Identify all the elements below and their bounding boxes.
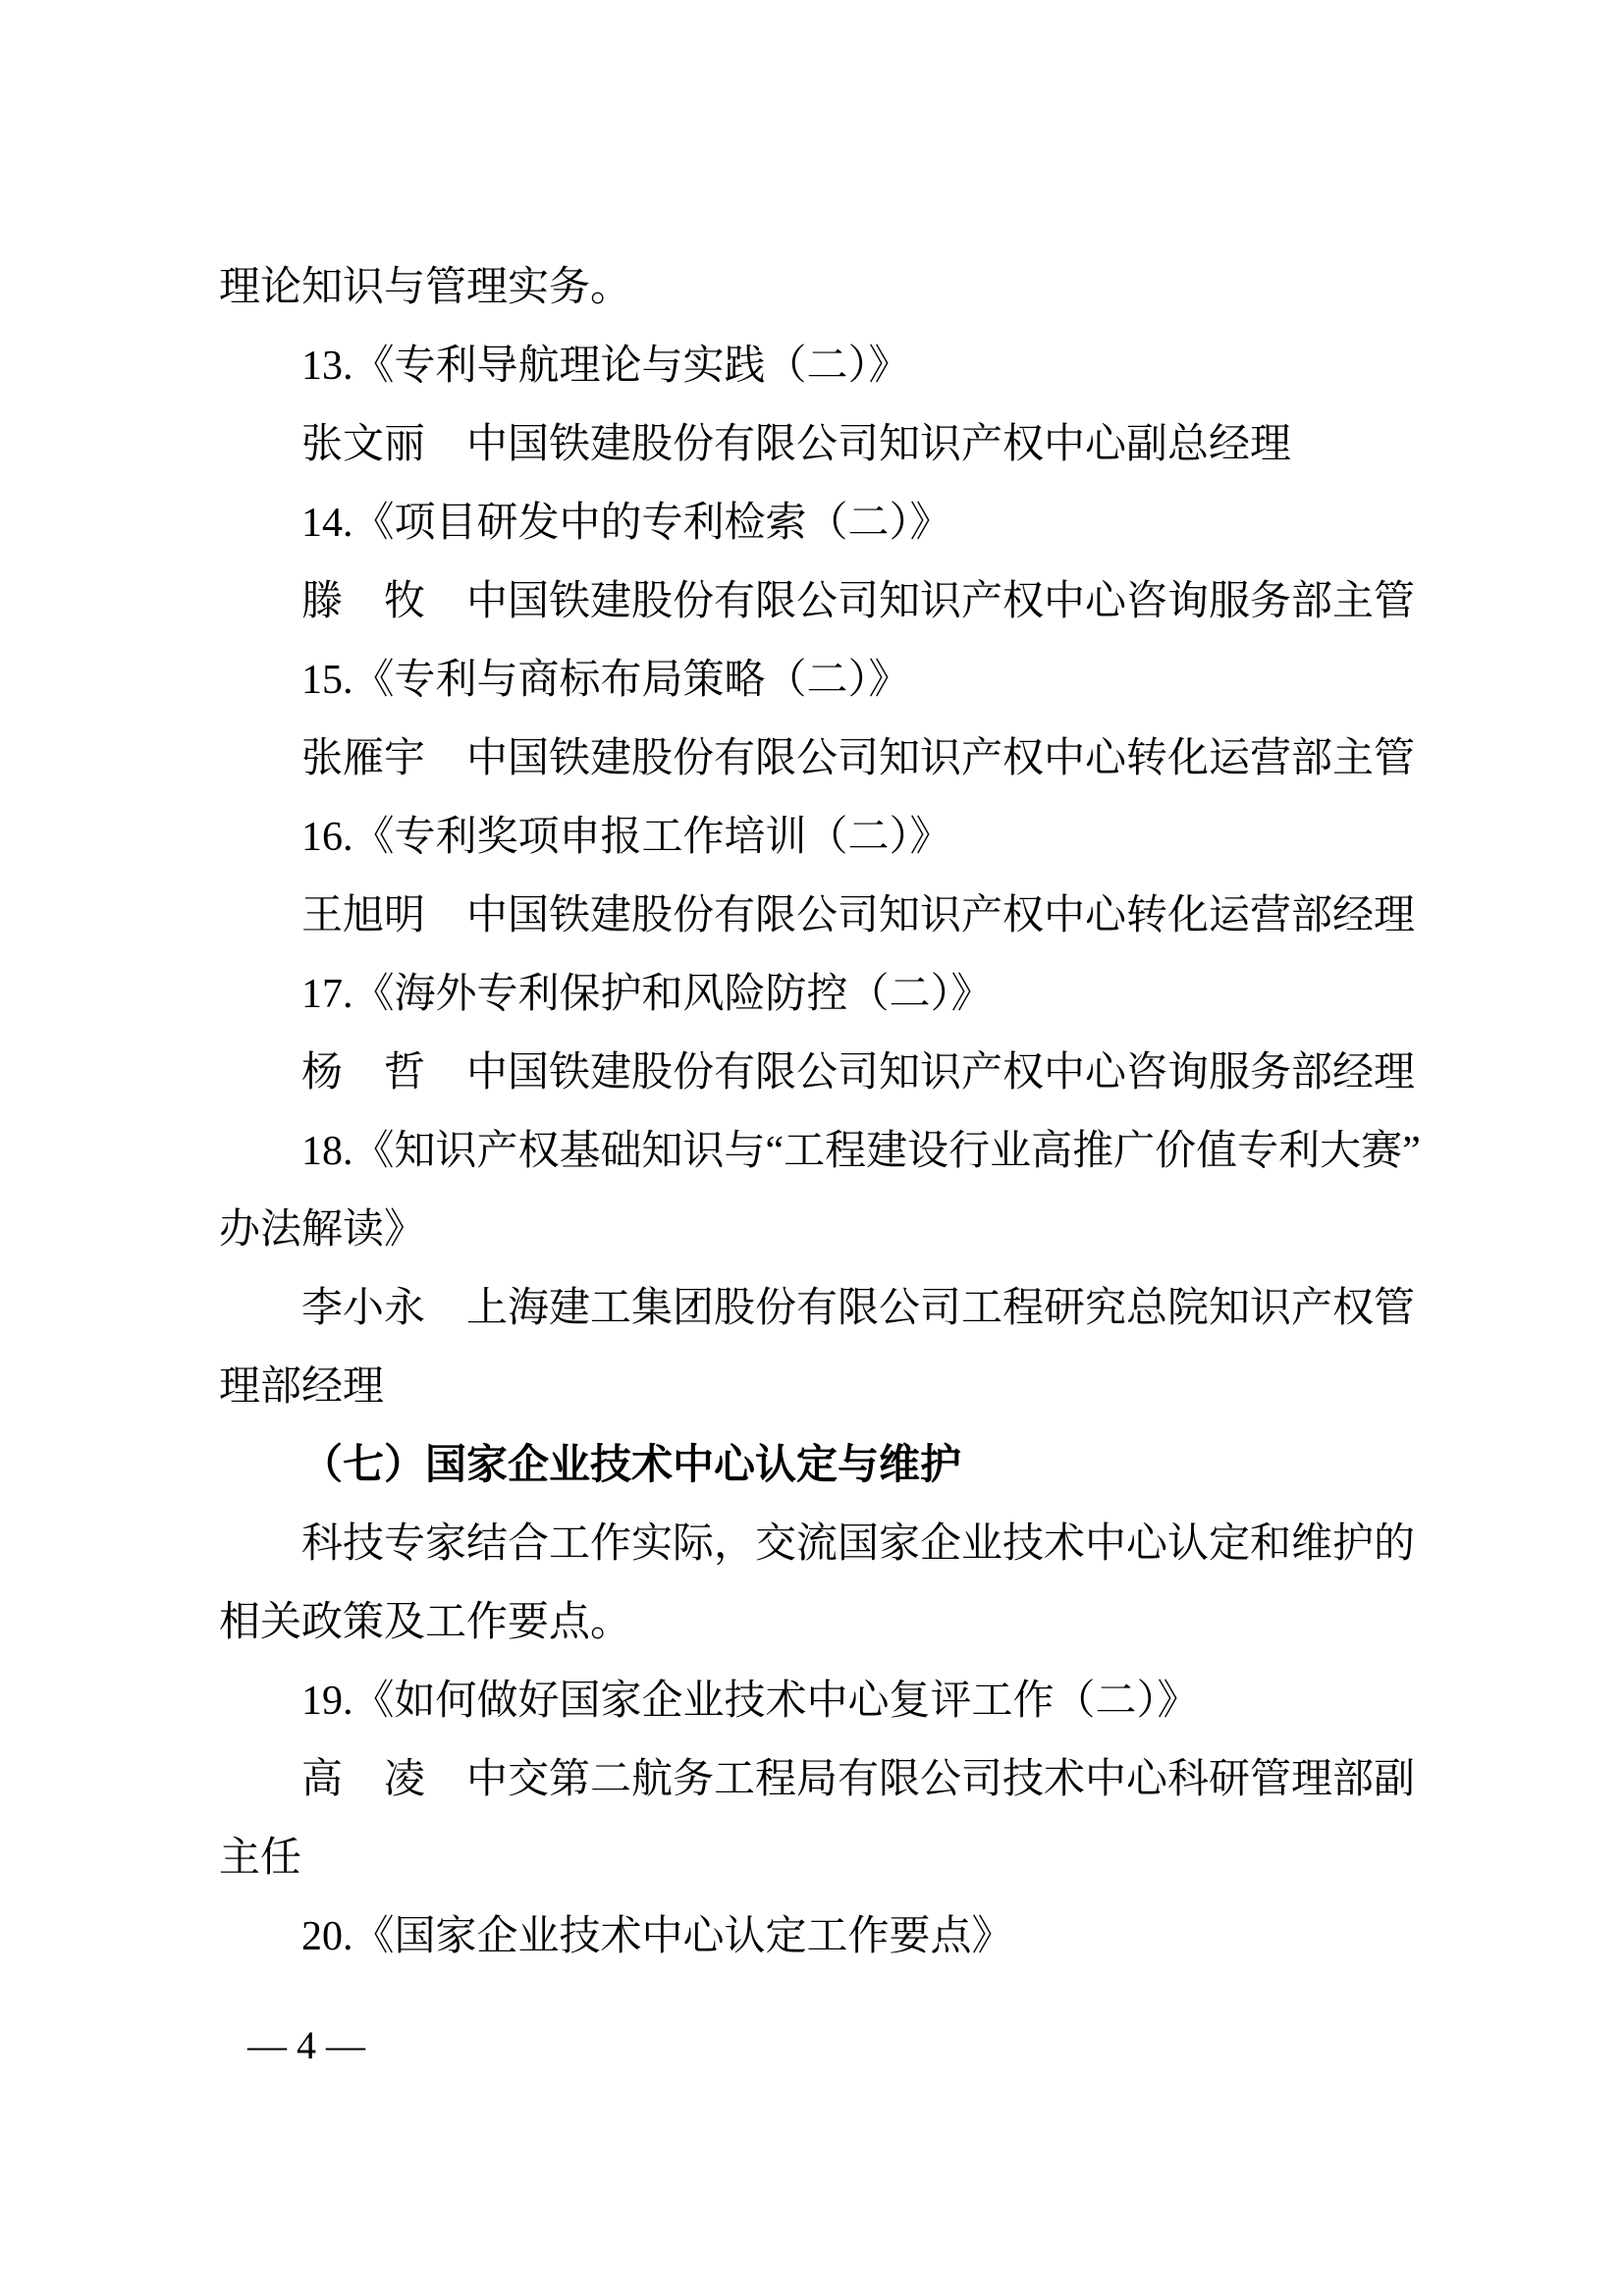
course-title: 19.《如何做好国家企业技术中心复评工作（二）》 bbox=[301, 1679, 1199, 1724]
course-title: 15.《专利与商标布局策略（二）》 bbox=[301, 658, 910, 703]
speaker-info: 李小永 上海建工集团股份有限公司工程研究总院知识产权管 bbox=[301, 1286, 1416, 1331]
speaker-info: 杨 哲 中国铁建股份有限公司知识产权中心咨询服务部经理 bbox=[301, 1050, 1416, 1095]
speaker-info-continuation: 主任 bbox=[219, 1836, 302, 1881]
speaker-info: 张雁宇 中国铁建股份有限公司知识产权中心转化运营部主管 bbox=[301, 736, 1416, 781]
course-title: 17.《海外专利保护和风险防控（二）》 bbox=[301, 972, 993, 1017]
body-text: 科技专家结合工作实际，交流国家企业技术中心认定和维护的 bbox=[301, 1522, 1416, 1567]
speaker-info: 高 凌 中交第二航务工程局有限公司技术中心科研管理部副 bbox=[301, 1757, 1416, 1802]
speaker-info: 张文丽 中国铁建股份有限公司知识产权中心副总经理 bbox=[301, 422, 1292, 467]
course-title: 18.《知识产权基础知识与“工程建设行业高推广价值专利大赛” bbox=[301, 1129, 1421, 1174]
course-title: 16.《专利奖项申报工作培训（二）》 bbox=[301, 815, 951, 860]
speaker-info: 王旭明 中国铁建股份有限公司知识产权中心转化运营部经理 bbox=[301, 893, 1416, 938]
course-title: 13.《专利导航理论与实践（二）》 bbox=[301, 344, 910, 389]
course-title-continuation: 办法解读》 bbox=[219, 1207, 426, 1253]
body-text: 相关政策及工作要点。 bbox=[219, 1600, 632, 1645]
course-title: 20.《国家企业技术中心认定工作要点》 bbox=[301, 1914, 1013, 1959]
course-title: 14.《项目研发中的专利检索（二）》 bbox=[301, 501, 951, 546]
speaker-info: 滕 牧 中国铁建股份有限公司知识产权中心咨询服务部主管 bbox=[301, 579, 1416, 624]
document-body bbox=[219, 248, 1456, 1976]
section-heading: （七）国家企业技术中心认定与维护 bbox=[301, 1443, 962, 1488]
body-text: 理论知识与管理实务。 bbox=[219, 265, 632, 310]
speaker-info-continuation: 理部经理 bbox=[219, 1364, 385, 1410]
page-number: — 4 — bbox=[247, 2023, 365, 2067]
